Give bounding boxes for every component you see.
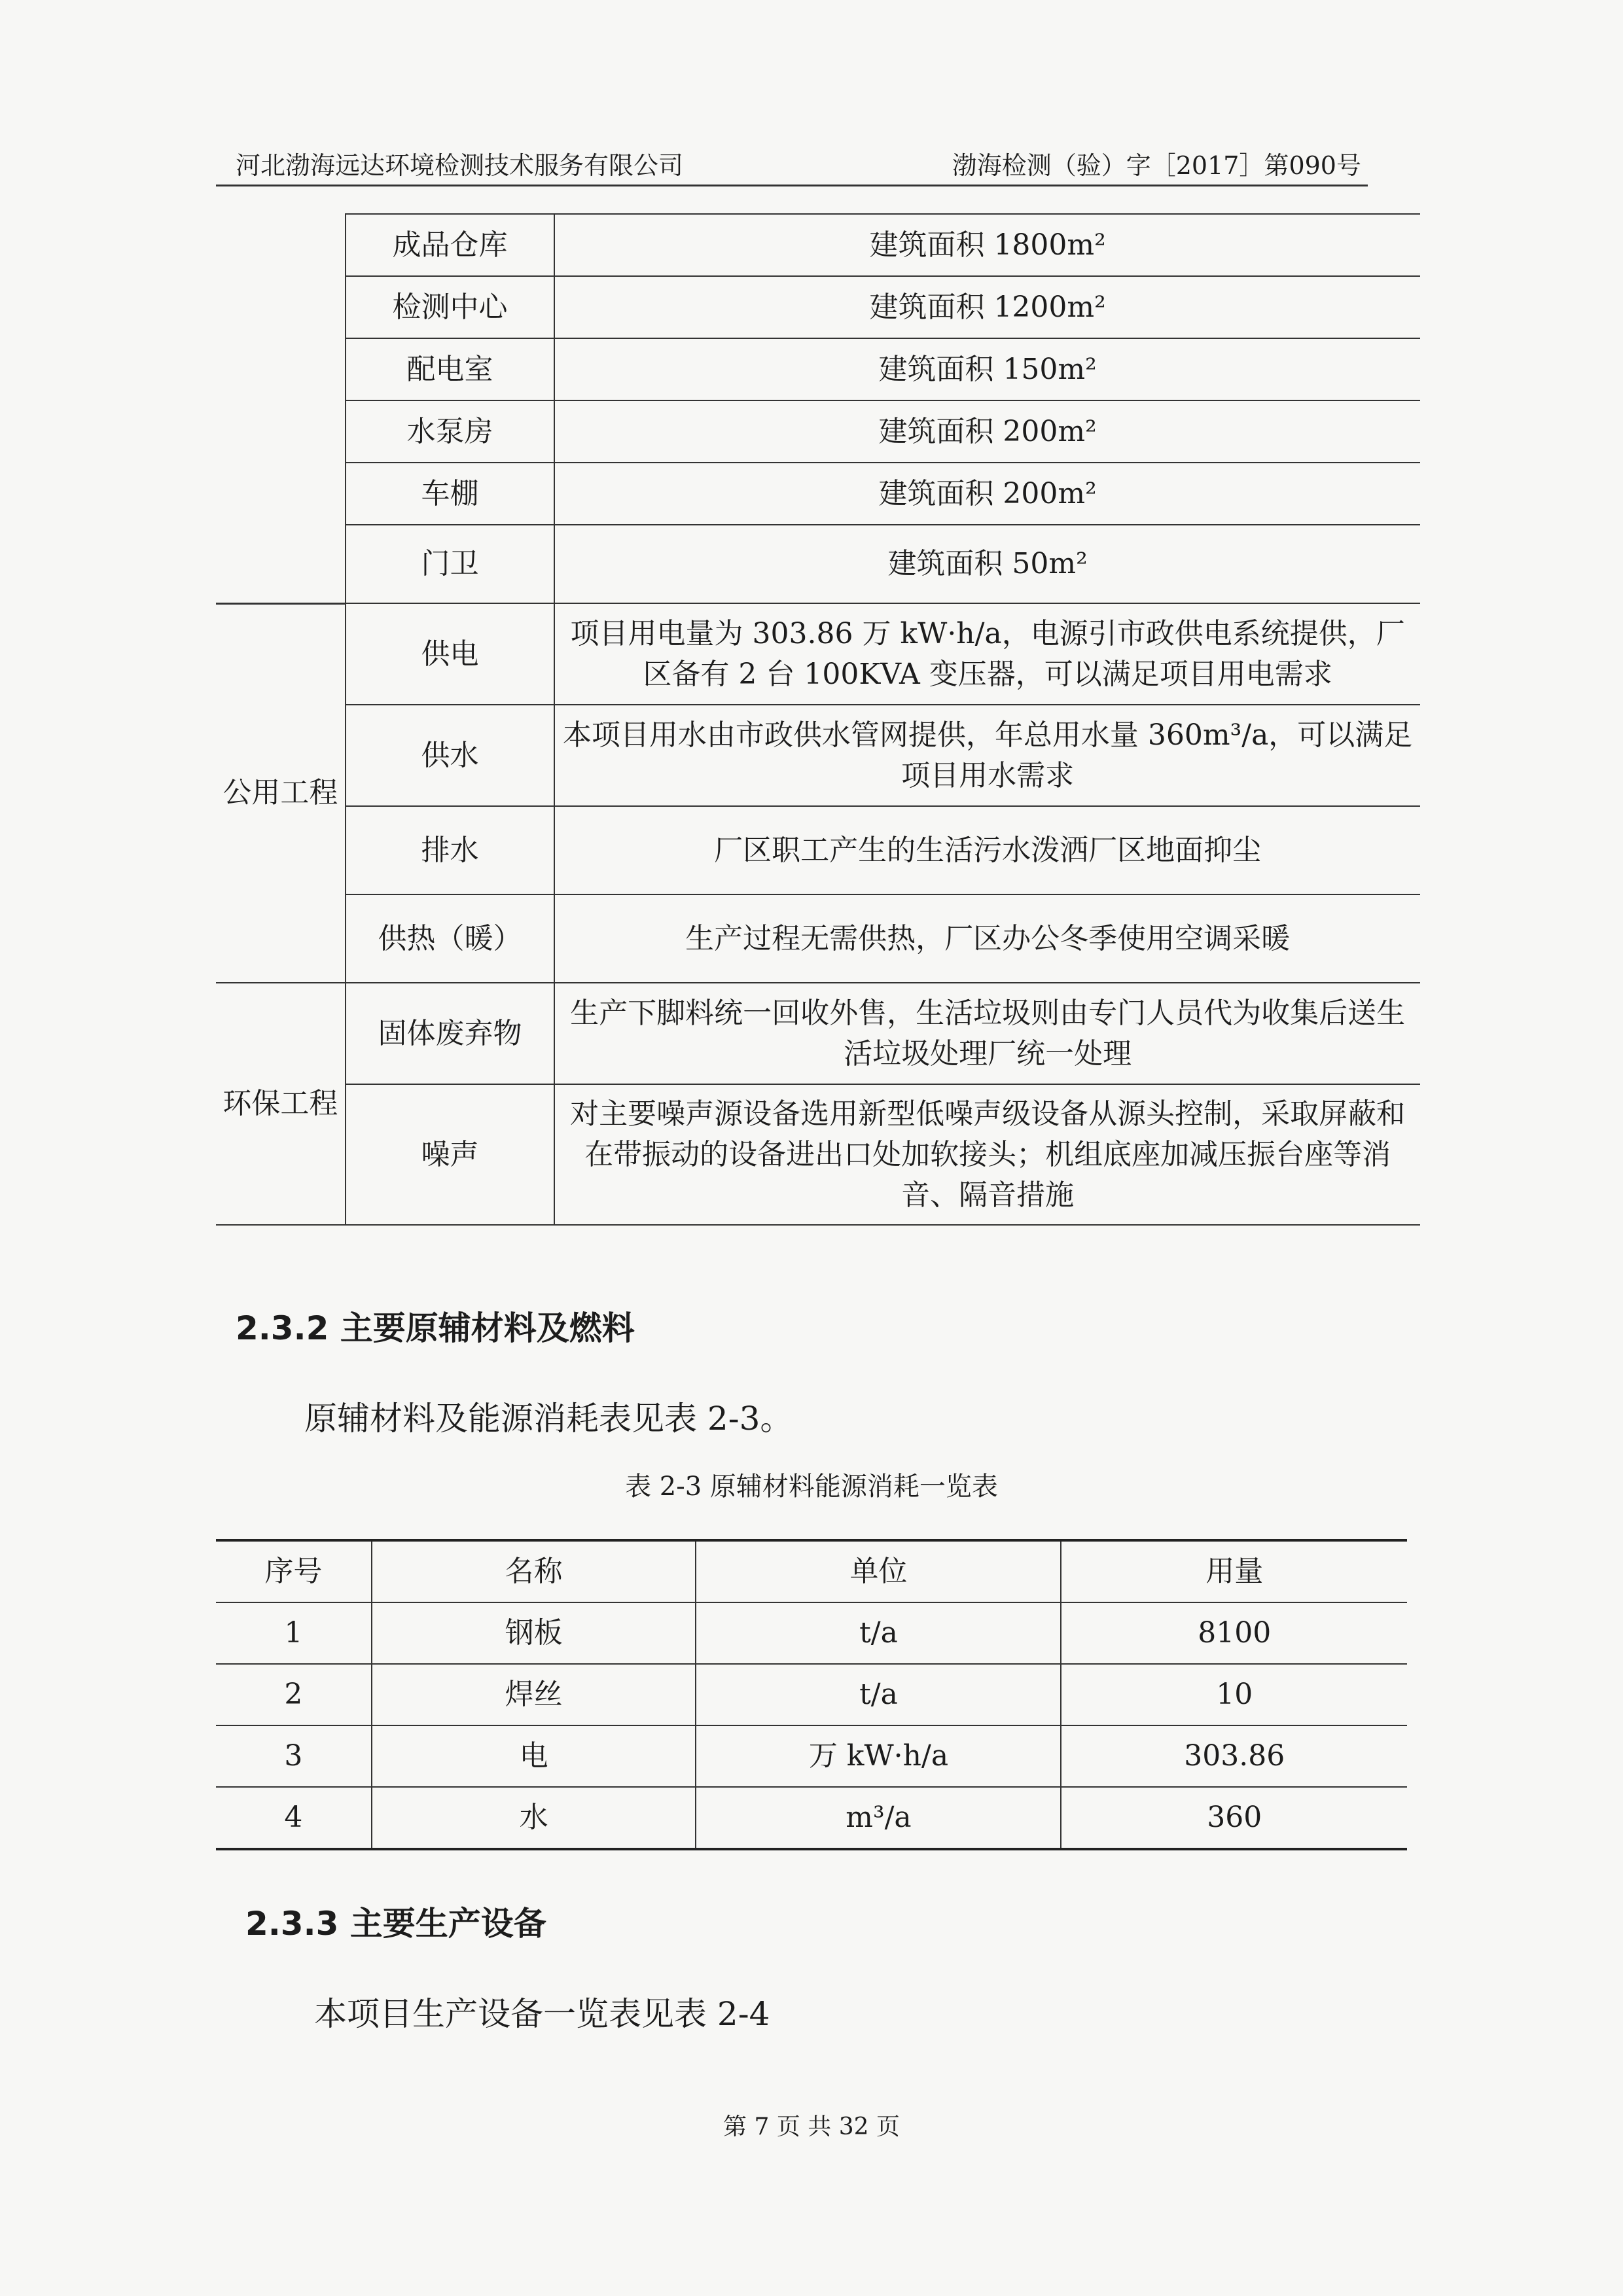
item-cell: 检测中心 — [346, 276, 554, 338]
content-cell: 建筑面积 150m² — [554, 338, 1420, 400]
section-2-3-2-heading: 2.3.2 主要原辅材料及燃料 — [236, 1309, 635, 1347]
column-header: 名称 — [372, 1540, 696, 1602]
company-name: 河北渤海远达环境检测技术服务有限公司 — [236, 151, 684, 180]
table-cell: 360 — [1061, 1787, 1407, 1849]
table-row — [216, 705, 1420, 806]
table-cell: 3 — [216, 1725, 372, 1787]
item-cell: 供水 — [346, 705, 554, 806]
table-cell: 10 — [1061, 1664, 1407, 1725]
table-row — [216, 338, 1420, 400]
table-row — [216, 1084, 1420, 1225]
table-row — [216, 525, 1420, 603]
table-row — [216, 1664, 1407, 1725]
content-cell: 建筑面积 1200m² — [554, 276, 1420, 338]
table-row — [216, 894, 1420, 983]
table-cell: 万 kW·h/a — [696, 1725, 1061, 1787]
document-number: 渤海检测（验）字［2017］第090号 — [952, 151, 1361, 180]
table-2-3-caption: 表 2-3 原辅材料能源消耗一览表 — [625, 1472, 998, 1502]
item-cell: 门卫 — [346, 525, 554, 603]
content-cell: 建筑面积 200m² — [554, 400, 1420, 463]
content-cell: 本项目用水由市政供水管网提供，年总用水量 360m³/a，可以满足项目用水需求 — [554, 705, 1420, 806]
content-cell: 建筑面积 50m² — [554, 525, 1420, 603]
section-2-3-2-paragraph: 原辅材料及能源消耗表见表 2-3。 — [304, 1400, 793, 1438]
table-cell: 水 — [372, 1787, 696, 1849]
table-cell: 钢板 — [372, 1602, 696, 1664]
item-cell: 供电 — [346, 603, 554, 705]
item-cell: 排水 — [346, 806, 554, 894]
column-header: 单位 — [696, 1540, 1061, 1602]
content-cell: 项目用电量为 303.86 万 kW·h/a，电源引市政供电系统提供，厂区备有 2 台 100KVA 变压器，可以满足项目用电需求 — [554, 603, 1420, 705]
column-header: 用量 — [1061, 1540, 1407, 1602]
item-cell: 噪声 — [346, 1084, 554, 1225]
section-2-3-3-paragraph: 本项目生产设备一览表见表 2-4 — [314, 1995, 770, 2033]
item-cell: 成品仓库 — [346, 214, 554, 276]
table-cell: 8100 — [1061, 1602, 1407, 1664]
table-row — [216, 214, 1420, 276]
page-header — [216, 145, 1368, 186]
table-cell: 焊丝 — [372, 1664, 696, 1725]
item-cell: 供热（暖） — [346, 894, 554, 983]
table-header-row — [216, 1540, 1407, 1602]
table-row — [216, 603, 1420, 705]
category-cell-public: 公用工程 — [216, 603, 346, 983]
table-row — [216, 806, 1420, 894]
item-cell: 车棚 — [346, 463, 554, 525]
table-cell: t/a — [696, 1664, 1061, 1725]
table-row — [216, 1725, 1407, 1787]
item-cell: 水泵房 — [346, 400, 554, 463]
table-cell: 1 — [216, 1602, 372, 1664]
item-cell: 固体废弃物 — [346, 983, 554, 1084]
category-cell — [216, 214, 346, 603]
item-cell: 配电室 — [346, 338, 554, 400]
table-cell: t/a — [696, 1602, 1061, 1664]
content-cell: 建筑面积 200m² — [554, 463, 1420, 525]
table-cell: 2 — [216, 1664, 372, 1725]
table-row — [216, 1602, 1407, 1664]
content-cell: 建筑面积 1800m² — [554, 214, 1420, 276]
table-row — [216, 400, 1420, 463]
table-row — [216, 463, 1420, 525]
content-cell: 生产下脚料统一回收外售，生活垃圾则由专门人员代为收集后送生活垃圾处理厂统一处理 — [554, 983, 1420, 1084]
page-footer: 第 7 页 共 32 页 — [723, 2113, 900, 2140]
content-cell: 生产过程无需供热，厂区办公冬季使用空调采暖 — [554, 894, 1420, 983]
section-2-3-3-heading: 2.3.3 主要生产设备 — [245, 1905, 546, 1943]
project-composition-table — [216, 213, 1420, 1226]
table-cell: 4 — [216, 1787, 372, 1849]
column-header: 序号 — [216, 1540, 372, 1602]
content-cell: 对主要噪声源设备选用新型低噪声级设备从源头控制，采取屏蔽和在带振动的设备进出口处加软接头；机组底座加减压振台座等消音、隔音措施 — [554, 1084, 1420, 1225]
table-row — [216, 276, 1420, 338]
table-cell: 303.86 — [1061, 1725, 1407, 1787]
materials-table — [216, 1539, 1407, 1850]
content-cell: 厂区职工产生的生活污水泼洒厂区地面抑尘 — [554, 806, 1420, 894]
table-row — [216, 983, 1420, 1084]
category-cell-env: 环保工程 — [216, 983, 346, 1225]
table-row — [216, 1787, 1407, 1849]
table-cell: 电 — [372, 1725, 696, 1787]
table-cell: m³/a — [696, 1787, 1061, 1849]
